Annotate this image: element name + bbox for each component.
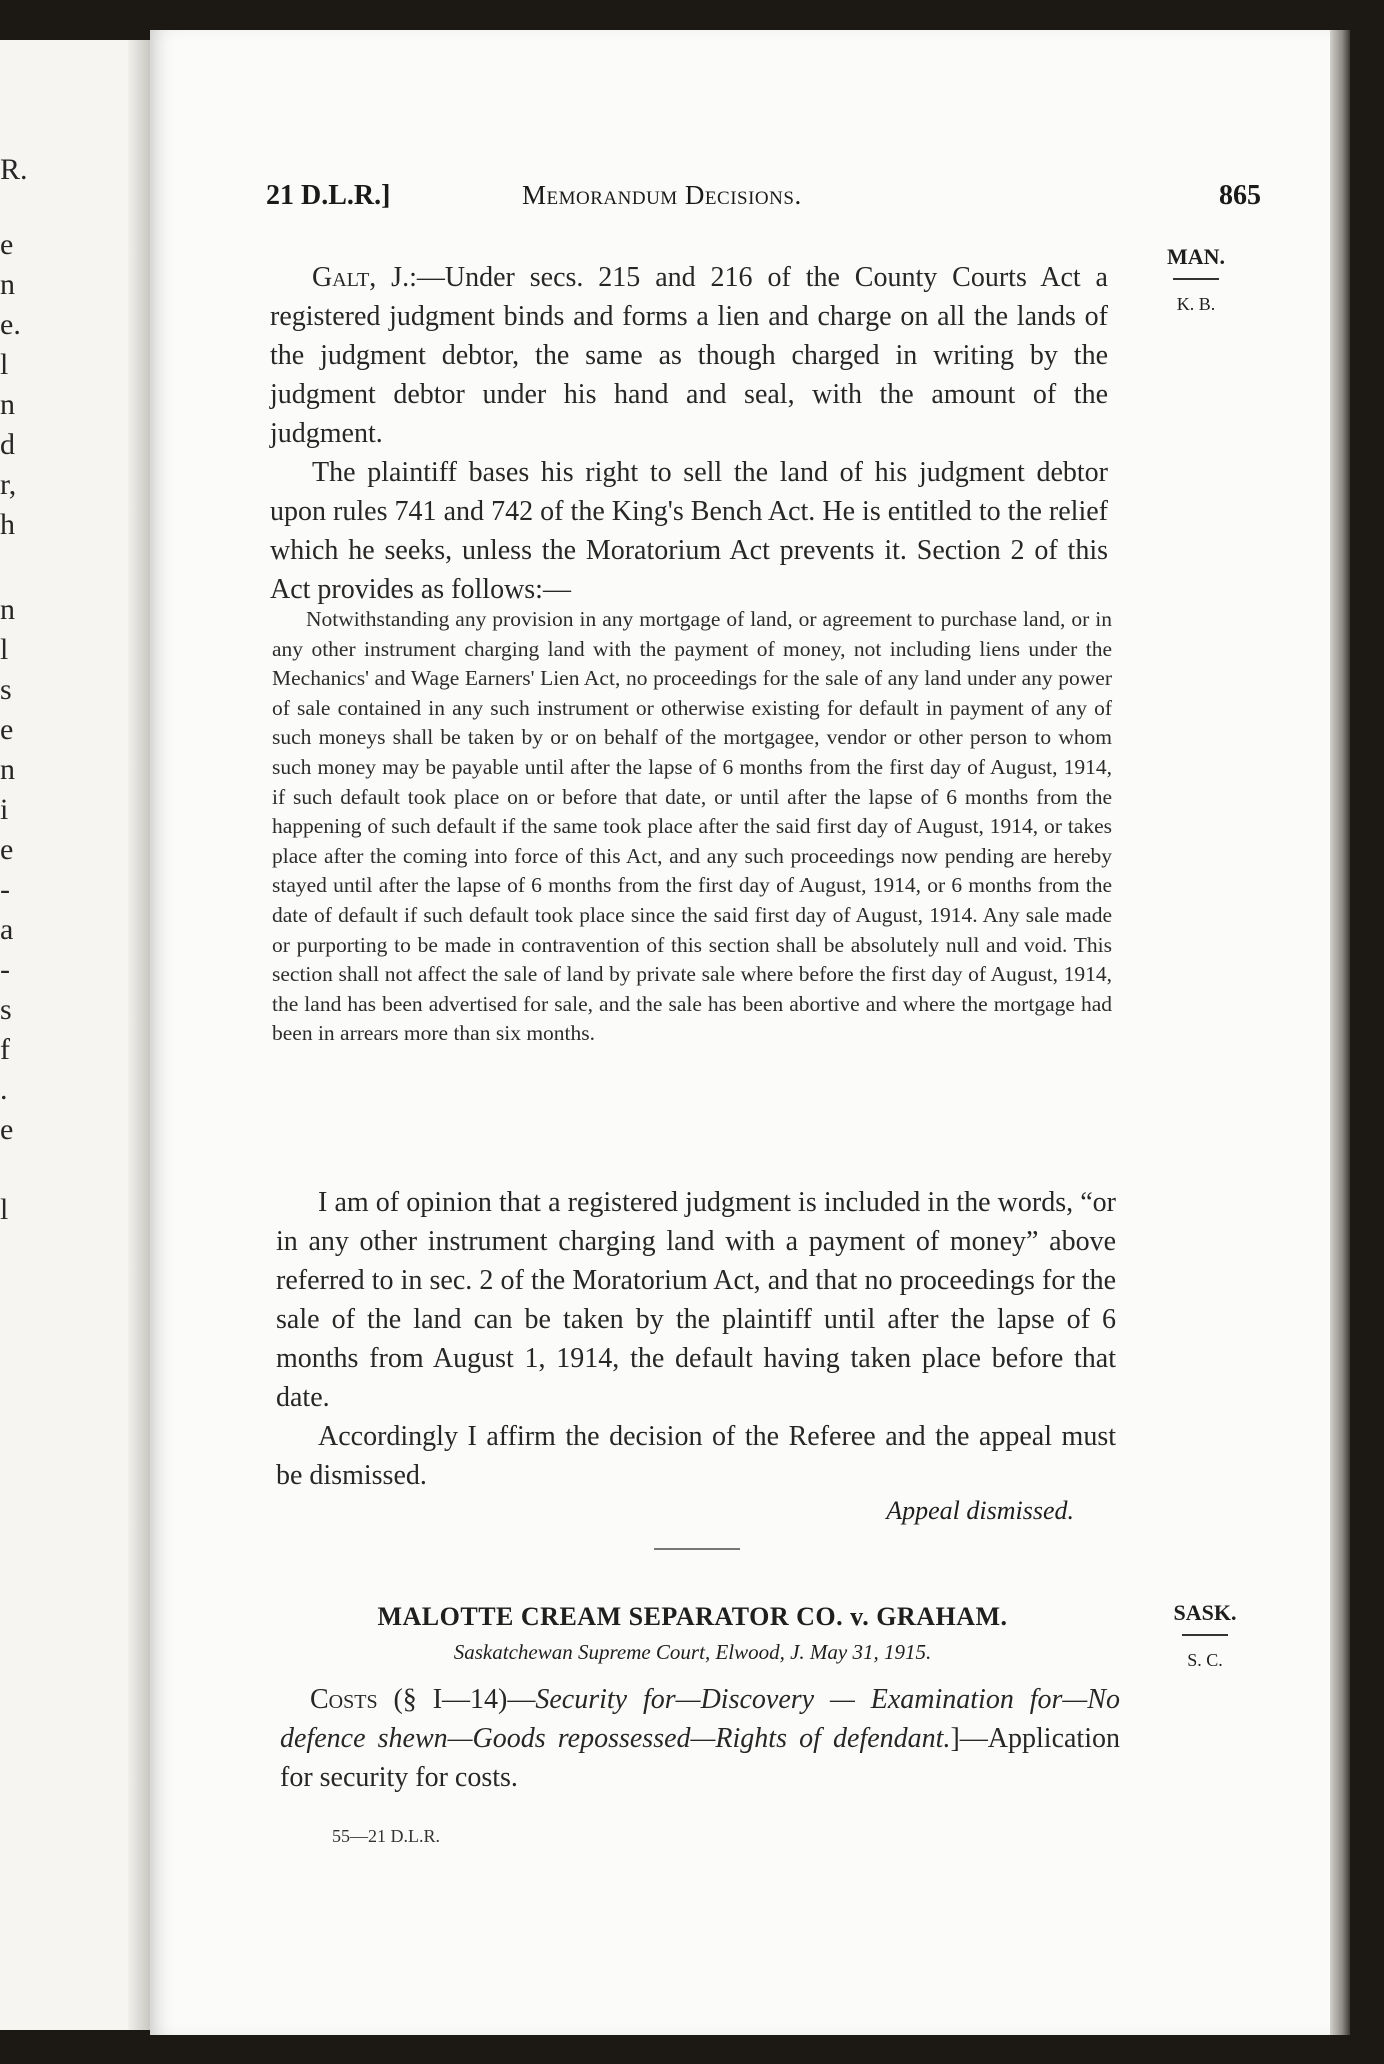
left-page-fragment: s [0, 993, 12, 1026]
left-page-fragment: . [0, 1073, 8, 1106]
left-page-fragment: l [0, 1193, 9, 1226]
paragraph-2: The plaintiff bases his right to sell the land of his judgment debtor upon rules 741 and 742 of the King's Bench Act. He is entitled to the relief which he seeks, unless the Moratorium Act prevents it. Section 2 of this Act provides as follows:— [270, 457, 1108, 605]
left-page-fragment: e [0, 713, 14, 746]
page-number: 865 [1219, 180, 1261, 211]
left-page-fragment: a [0, 913, 14, 946]
statute-quotation [272, 605, 1112, 1049]
case-title: MALOTTE CREAM SEPARATOR CO. v. GRAHAM. [377, 1602, 1008, 1631]
paragraph-1 [270, 258, 1108, 453]
margin-rule [1182, 1634, 1228, 1636]
left-page-fragment: s [0, 673, 12, 706]
left-page-fragment: e [0, 1113, 14, 1146]
margin-label-man [1160, 244, 1232, 316]
left-page-fragment: n [0, 753, 15, 786]
quotation-text: Notwithstanding any provision in any mortgage of land, or agreement to purchase land, or in any other instrument charging land with the payment of money, not including liens under the Mechanics' and Wage Earners' Lien Act, no proceedings for the sale of any land under any power of sale contained in any such instrument or otherwise existing for default in payment of any of such moneys shall be taken by or on behalf of the mortgagee, vendor or other person to whom such money may be payable until after the lapse of 6 months from the first day of August, 1914, if such default took place on or before that date, or until after the lapse of 6 months from the happening of such default if the same took place after the said first day of August, 1914, or takes place after the coming into force of this Act, and any such proceedings now pending are hereby stayed until after the lapse of 6 months from the first day of August, 1914, or 6 months from the date of default if such default took place since the said first day of August, 1914. Any sale made or purporting to be made in contravention of this section shall be absolutely null and void. This section shall not affect the sale of land by private sale where before the first day of August, 1914, the land has been advertised for sale, and the sale has been abortive and where the mortgage had been in arrears more than six months. [272, 607, 1112, 1046]
headnote [280, 1680, 1120, 1797]
left-page-fragment: l [0, 633, 9, 666]
judge-name: Galt, J. [312, 262, 410, 293]
left-page-fragment: n [0, 388, 15, 421]
left-page-fragment: - [0, 873, 10, 906]
left-page-fragment: l [0, 348, 9, 381]
running-head-title: Memorandum Decisions. [522, 180, 802, 210]
court-label: K. B. [1176, 294, 1216, 314]
left-page-fragment: n [0, 268, 15, 301]
opening-paragraphs [270, 258, 1108, 609]
paragraph-3: I am of opinion that a registered judgment is included in the words, “or in any other instrument charging land with a payment of money” above referred to in sec. 2 of the Moratorium Act, and that no proceedings for the sale of the land can be taken by the plaintiff until after the lapse of 6 months from August 1, 1914, the default having taken place before that date. [276, 1187, 1116, 1413]
signature-mark: 55—21 D.L.R. [332, 1826, 440, 1846]
province-label: SASK. [1173, 1600, 1237, 1625]
court-line: Saskatchewan Supreme Court, Elwood, J. May 31, 1915. [453, 1640, 932, 1664]
headnote-lead: Costs [310, 1684, 378, 1715]
left-page-fragment: R. [0, 153, 28, 186]
province-label: MAN. [1166, 244, 1226, 269]
paragraph-1-text: :—Under secs. 215 and 216 of the County Courts Act a registered judgment binds and forms a lien and charge on all the lands of the judgment debtor, the same as though charged in writing by the judgment debtor under his hand and seal, with the amount of the judgment. [270, 262, 1108, 449]
left-page-fragment: r, [0, 468, 17, 501]
left-page-fragment: n [0, 593, 15, 626]
headnote-keywords: Security for—Discovery — Examination for—No defence shewn—Goods repossessed—Rights of defendant. [280, 1684, 1120, 1754]
page-edge [1330, 30, 1350, 2035]
margin-label-sask [1165, 1600, 1245, 1672]
left-page-fragment: e [0, 833, 14, 866]
left-page-fragment: f [0, 1033, 10, 1066]
page-gutter [128, 40, 150, 2030]
court-label: S. C. [1187, 1650, 1223, 1670]
closing-paragraphs [276, 1183, 1116, 1495]
appeal-result: Appeal dismissed. [886, 1496, 1074, 1525]
running-head-volume: 21 D.L.R.] [266, 180, 391, 211]
left-page-fragment: h [0, 508, 15, 541]
left-page-fragment: e. [0, 308, 21, 341]
headnote-text [280, 1680, 1120, 1797]
left-page-edge [0, 40, 150, 2030]
section-divider [654, 1548, 740, 1550]
headnote-section: (§ I—14)— [377, 1684, 536, 1715]
left-page-fragment: d [0, 428, 15, 461]
margin-rule [1173, 278, 1219, 280]
left-page-fragment: - [0, 953, 10, 986]
left-page-fragment: i [0, 793, 9, 826]
headnote-rest: ]—Application for security for costs. [280, 1723, 1120, 1793]
left-page-fragment: e [0, 228, 14, 261]
paragraph-4: Accordingly I affirm the decision of the Referee and the appeal must be dismissed. [276, 1421, 1116, 1491]
